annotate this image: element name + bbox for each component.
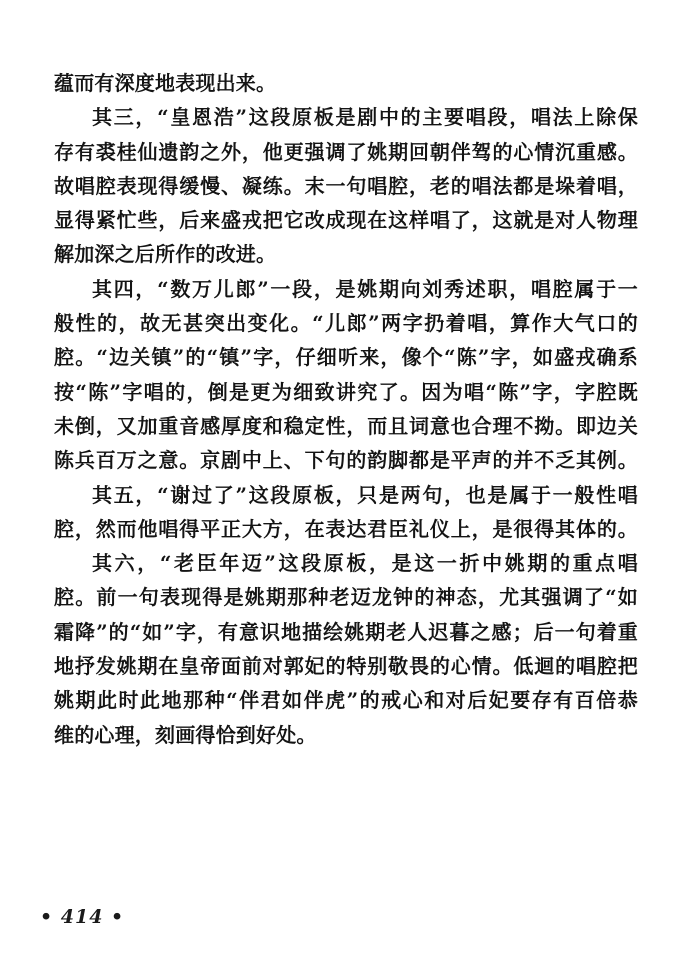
body-text — [54, 66, 638, 752]
page-number: • 414 • — [40, 906, 125, 928]
text-line: 地抒发姚期在皇帝面前对郭妃的特别敬畏的心情。低迴的唱腔把 — [54, 654, 638, 679]
text-line: 按“陈”字唱的，倒是更为细致讲究了。因为唱“陈”字，字腔既 — [54, 379, 638, 404]
text-line: 腔。“边关镇”的“镇”字，仔细听来，像个“陈”字，如盛戎确系 — [54, 345, 638, 370]
text-line: 解加深之后所作的改进。 — [54, 242, 277, 267]
text-line: 未倒，又加重音感厚度和稳定性，而且词意也合理不拗。即边关 — [54, 413, 638, 438]
text-line: 故唱腔表现得缓慢、凝练。末一句唱腔，老的唱法都是垛着唱， — [54, 173, 638, 198]
text-line: 蕴而有深度地表现出来。 — [54, 71, 277, 95]
paragraph-start-line: 其六，“老臣年迈”这段原板，是这一折中姚期的重点唱 — [92, 551, 638, 576]
text-line: 霜降”的“如”字，有意识地描绘姚期老人迟暮之感；后一句着重 — [54, 619, 638, 644]
paragraph-start-line: 其三，“皇恩浩”这段原板是剧中的主要唱段，唱法上除保 — [92, 105, 638, 130]
text-line: 存有裘桂仙遗韵之外，他更强调了姚期回朝伴驾的心情沉重感。 — [54, 139, 638, 164]
paragraph-start-line: 其五，“谢过了”这段原板，只是两句，也是属于一般性唱 — [92, 482, 638, 507]
text-line: 姚期此时此地那种“伴君如伴虎”的戒心和对后妃要存有百倍恭 — [54, 688, 638, 713]
text-line: 显得紧忙些，后来盛戎把它改成现在这样唱了，这就是对人物理 — [54, 208, 638, 233]
paragraph-start-line: 其四，“数万儿郎”一段，是姚期向刘秀述职，唱腔属于一 — [92, 276, 638, 301]
text-line: 维的心理，刻画得恰到好处。 — [54, 722, 317, 747]
text-line: 腔，然而他唱得平正大方，在表达君臣礼仪上，是很得其体的。 — [54, 516, 638, 541]
text-line: 腔。前一句表现得是姚期那种老迈龙钟的神态，尤其强调了“如 — [54, 585, 638, 610]
text-line: 陈兵百万之意。京剧中上、下句的韵脚都是平声的并不乏其例。 — [54, 448, 638, 473]
text-line: 般性的，故无甚突出变化。“儿郎”两字扔着唱，算作大气口的 — [54, 311, 638, 336]
